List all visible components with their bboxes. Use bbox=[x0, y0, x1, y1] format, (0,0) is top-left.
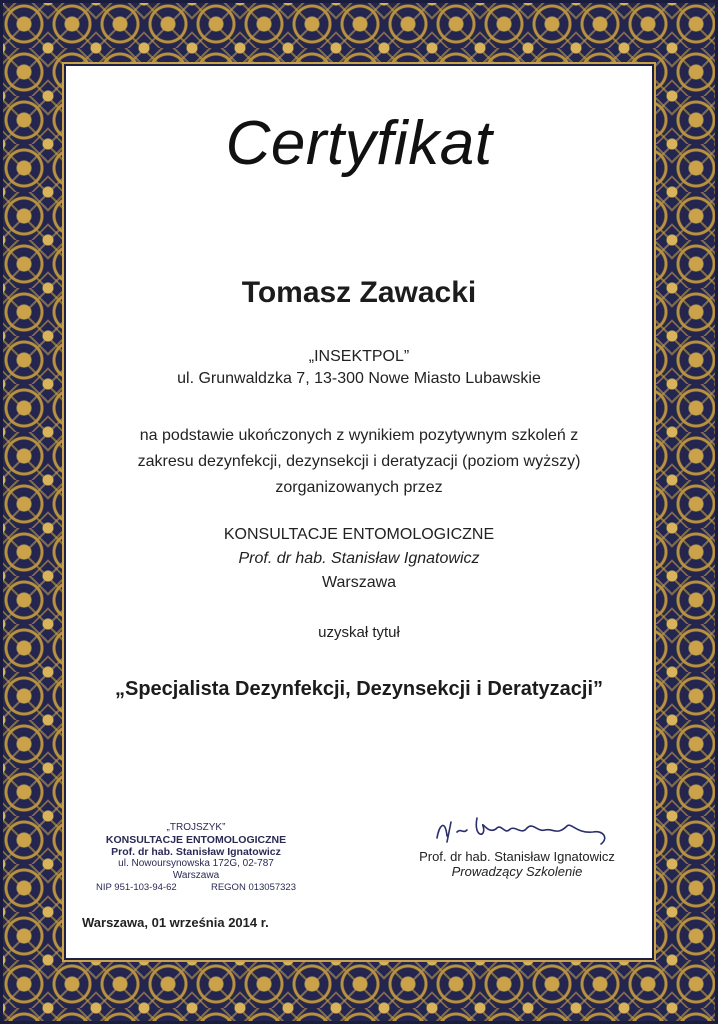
stamp-ids bbox=[96, 882, 296, 894]
stamp-nip: NIP 951-103-94-62 bbox=[96, 882, 177, 893]
stamp-regon: REGON 013057323 bbox=[210, 882, 296, 893]
signature-block bbox=[406, 808, 628, 879]
stamp-line: ul. Nowoursynowska 172G, 02-787 Warszawa bbox=[118, 858, 274, 881]
description-line: zakresu dezynfekcji, dezynsekcji i deratyzacji (poziom wyższy) bbox=[137, 453, 581, 470]
signatory-name: Prof. dr hab. Stanisław Ignatowicz bbox=[419, 849, 615, 864]
issue-date: Warszawa, 01 września 2014 r. bbox=[82, 915, 269, 930]
certificate-title: Certyfikat bbox=[225, 109, 493, 178]
stamp-line: „TROJSZYK” bbox=[166, 822, 226, 833]
handwritten-signature bbox=[417, 808, 617, 848]
signatory-role: Prowadzący Szkolenie bbox=[451, 864, 583, 879]
organization-stamp bbox=[96, 822, 296, 894]
certificate-description bbox=[66, 423, 652, 501]
organizer-city: Warszawa bbox=[321, 574, 397, 591]
obtained-label: uzyskał tytuł bbox=[318, 624, 400, 641]
organizer-block bbox=[66, 523, 652, 595]
degree-title: „Specjalista Dezynfekcji, Dezynsekcji i Deratyzacji” bbox=[114, 678, 604, 700]
recipient-company bbox=[66, 346, 652, 390]
recipient-name: Tomasz Zawacki bbox=[241, 276, 477, 309]
stamp-line: KONSULTACJE ENTOMOLOGICZNE bbox=[105, 834, 287, 846]
description-line: na podstawie ukończonych z wynikiem pozytywnym szkoleń z bbox=[139, 427, 579, 444]
organizer-person: Prof. dr hab. Stanisław Ignatowicz bbox=[238, 550, 480, 567]
description-line: zorganizowanych przez bbox=[275, 479, 443, 496]
organizer-name: KONSULTACJE ENTOMOLOGICZNE bbox=[223, 526, 495, 543]
stamp-line: Prof. dr hab. Stanisław Ignatowicz bbox=[111, 846, 281, 858]
company-name: „INSEKTPOL” bbox=[308, 348, 410, 365]
certificate-page bbox=[66, 66, 652, 958]
company-address: ul. Grunwaldzka 7, 13-300 Nowe Miasto Lubawskie bbox=[177, 370, 541, 387]
